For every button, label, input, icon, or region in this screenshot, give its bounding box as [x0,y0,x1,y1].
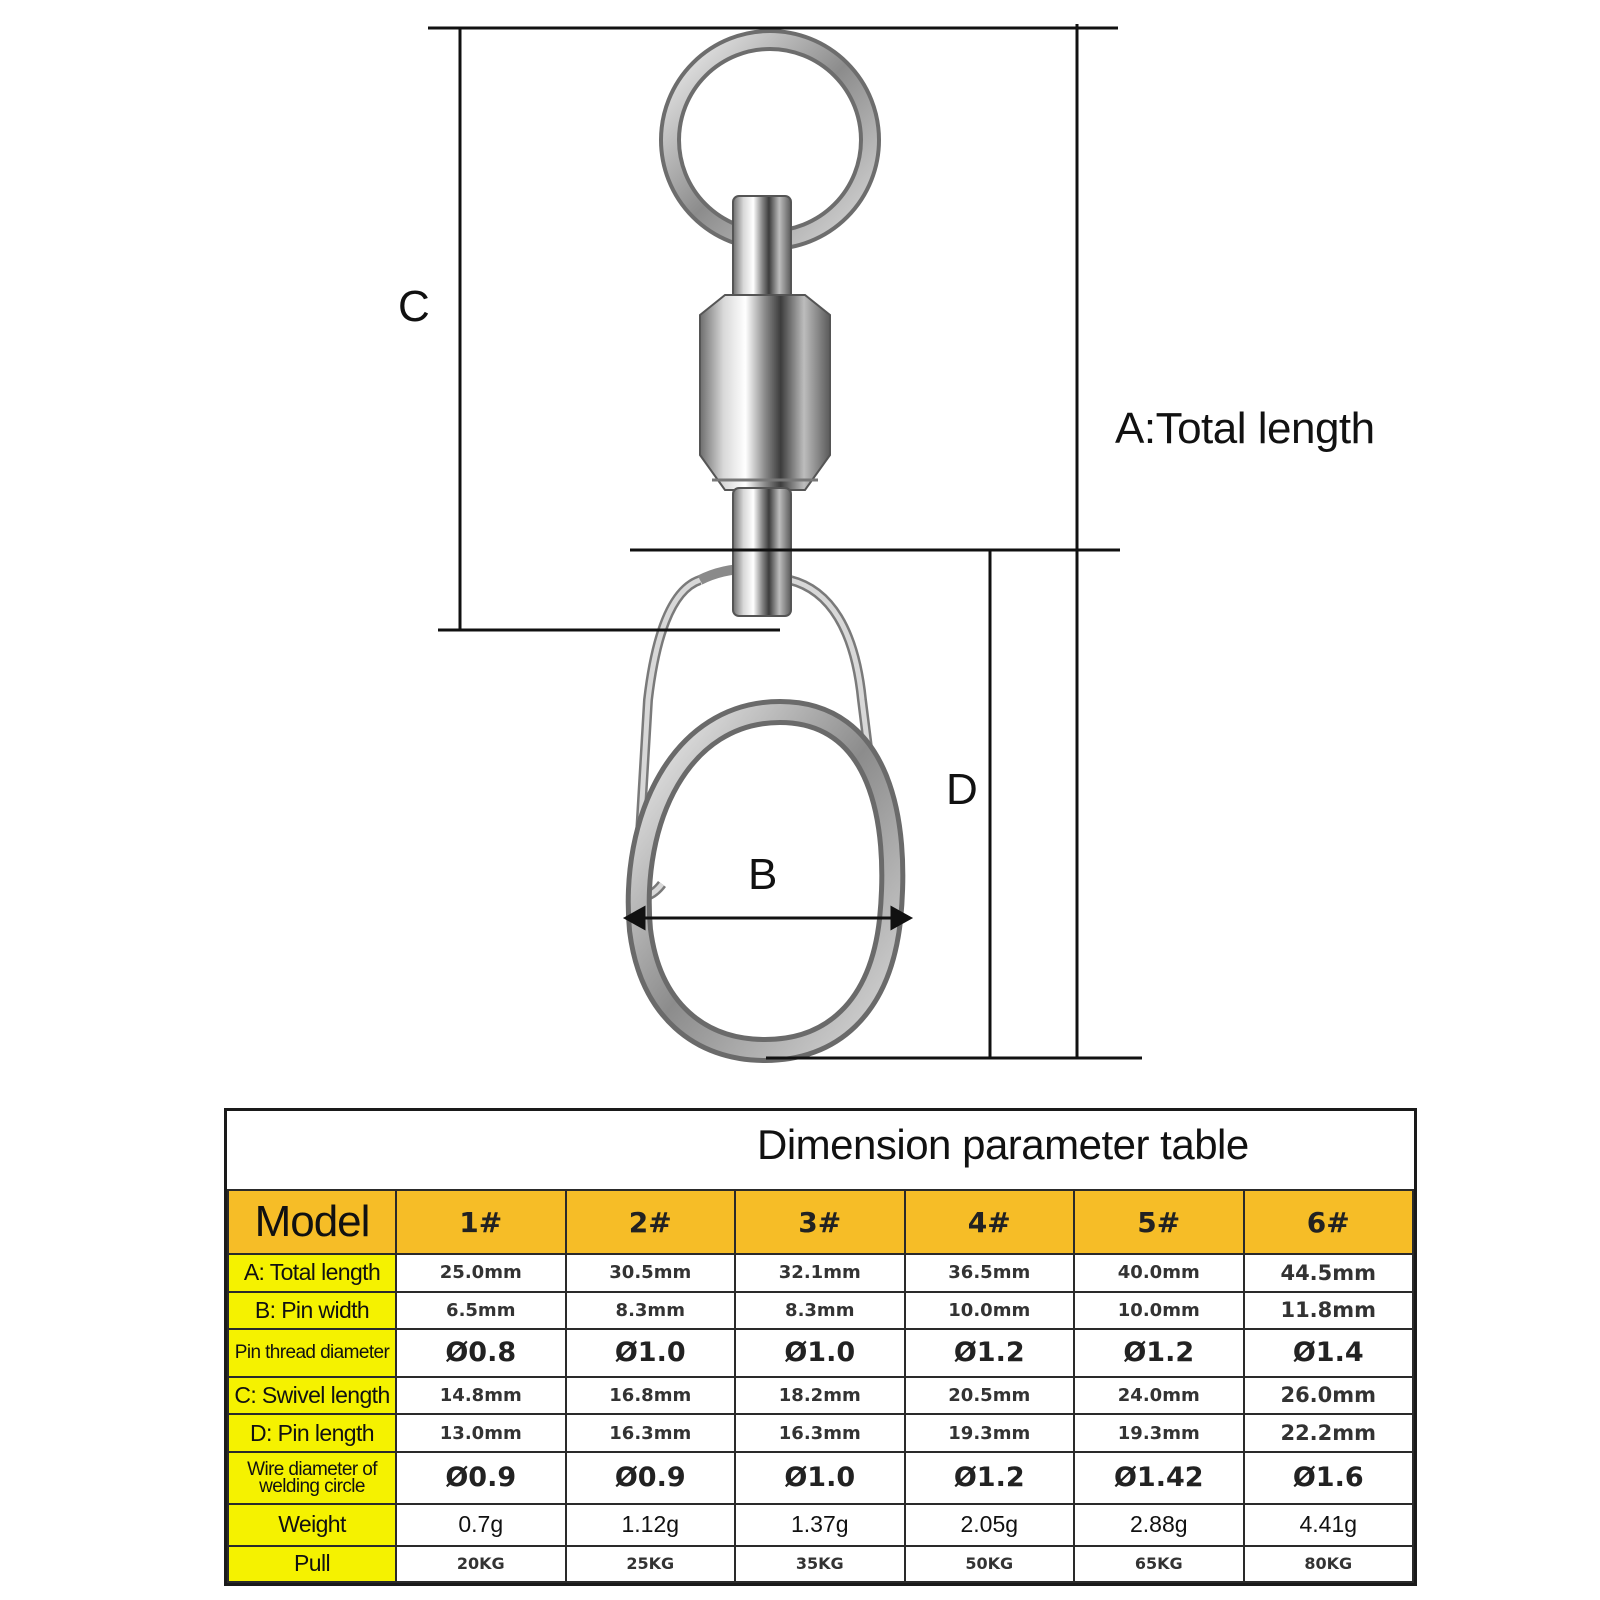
table-row [228,1452,1413,1504]
row-label-swivel-length: C: Swivel length [228,1377,396,1415]
table-cell: 18.2mm [735,1377,905,1415]
table-cell: Ø1.0 [735,1452,905,1504]
row-label-pin-width: B: Pin width [228,1292,396,1330]
table-cell: 16.3mm [735,1414,905,1452]
row-label-pin-thread-diameter: Pin thread diameter [228,1329,396,1377]
table-row [228,1329,1413,1377]
table-cell: 25.0mm [396,1254,566,1292]
label-d: D [946,765,978,814]
table-cell: 6.5mm [396,1292,566,1330]
table-cell: 10.0mm [1074,1292,1244,1330]
table-title [227,1111,1414,1189]
table-cell: 30.5mm [566,1254,736,1292]
table-header-row [228,1190,1413,1254]
table-cell: 22.2mm [1244,1414,1414,1452]
table-cell: 36.5mm [905,1254,1075,1292]
model-2: 2# [566,1190,736,1254]
b-arrow [626,908,910,928]
table-row [228,1254,1413,1292]
label-total-length: A:Total length [1115,404,1375,453]
table-cell: Ø1.2 [905,1452,1075,1504]
model-1: 1# [396,1190,566,1254]
table-cell: Ø1.4 [1244,1329,1414,1377]
model-4: 4# [905,1190,1075,1254]
table-cell: Ø1.2 [905,1329,1075,1377]
table-cell: 2.05g [905,1504,1075,1546]
table-row [228,1377,1413,1415]
row-label-wire-diameter [228,1452,396,1504]
table-cell: 14.8mm [396,1377,566,1415]
table-cell: Ø0.9 [396,1452,566,1504]
table-cell: 0.7g [396,1504,566,1546]
table-cell: 26.0mm [1244,1377,1414,1415]
table-cell: 40.0mm [1074,1254,1244,1292]
table-cell: 32.1mm [735,1254,905,1292]
spec-table [227,1189,1414,1583]
table-cell: 2.88g [1074,1504,1244,1546]
table-cell: 1.12g [566,1504,736,1546]
table-cell: 25KG [566,1546,736,1582]
table-cell: 80KG [1244,1546,1414,1582]
table-row [228,1414,1413,1452]
table-cell: Ø1.0 [735,1329,905,1377]
row-label-total-length: A: Total length [228,1254,396,1292]
model-6: 6# [1244,1190,1414,1254]
table-cell: 50KG [905,1546,1075,1582]
table-cell: Ø0.8 [396,1329,566,1377]
table-cell: 65KG [1074,1546,1244,1582]
table-cell: 20.5mm [905,1377,1075,1415]
label-b: B [748,850,778,899]
row-label-pin-length: D: Pin length [228,1414,396,1452]
table-cell: 8.3mm [566,1292,736,1330]
row-label-line: Wire diameter of [247,1458,377,1480]
table-cell: 35KG [735,1546,905,1582]
table-cell: 16.3mm [566,1414,736,1452]
table-cell: 16.8mm [566,1377,736,1415]
label-c: C [398,282,430,331]
table-cell: 11.8mm [1244,1292,1414,1330]
table-cell: 13.0mm [396,1414,566,1452]
table-cell: 1.37g [735,1504,905,1546]
table-cell: 24.0mm [1074,1377,1244,1415]
table-cell: 4.41g [1244,1504,1414,1546]
model-5: 5# [1074,1190,1244,1254]
table-row [228,1292,1413,1330]
row-label-weight: Weight [228,1504,396,1546]
table-cell: 19.3mm [1074,1414,1244,1452]
table-cell: 19.3mm [905,1414,1075,1452]
table-cell: Ø1.2 [1074,1329,1244,1377]
model-3: 3# [735,1190,905,1254]
table-cell: 44.5mm [1244,1254,1414,1292]
row-label-line: welding circle [259,1475,365,1497]
table-cell: Ø1.42 [1074,1452,1244,1504]
row-label-pull: Pull [228,1546,396,1582]
table-cell: 10.0mm [905,1292,1075,1330]
swivel-body [700,196,830,616]
table-cell: 20KG [396,1546,566,1582]
table-row [228,1504,1413,1546]
table-row [228,1546,1413,1582]
table-cell: 8.3mm [735,1292,905,1330]
table-cell: Ø1.0 [566,1329,736,1377]
table-cell: Ø0.9 [566,1452,736,1504]
table-cell: Ø1.6 [1244,1452,1414,1504]
table-title-text: Dimension parameter table [757,1121,1249,1168]
model-header: Model [228,1190,396,1254]
dimension-table [224,1108,1417,1586]
